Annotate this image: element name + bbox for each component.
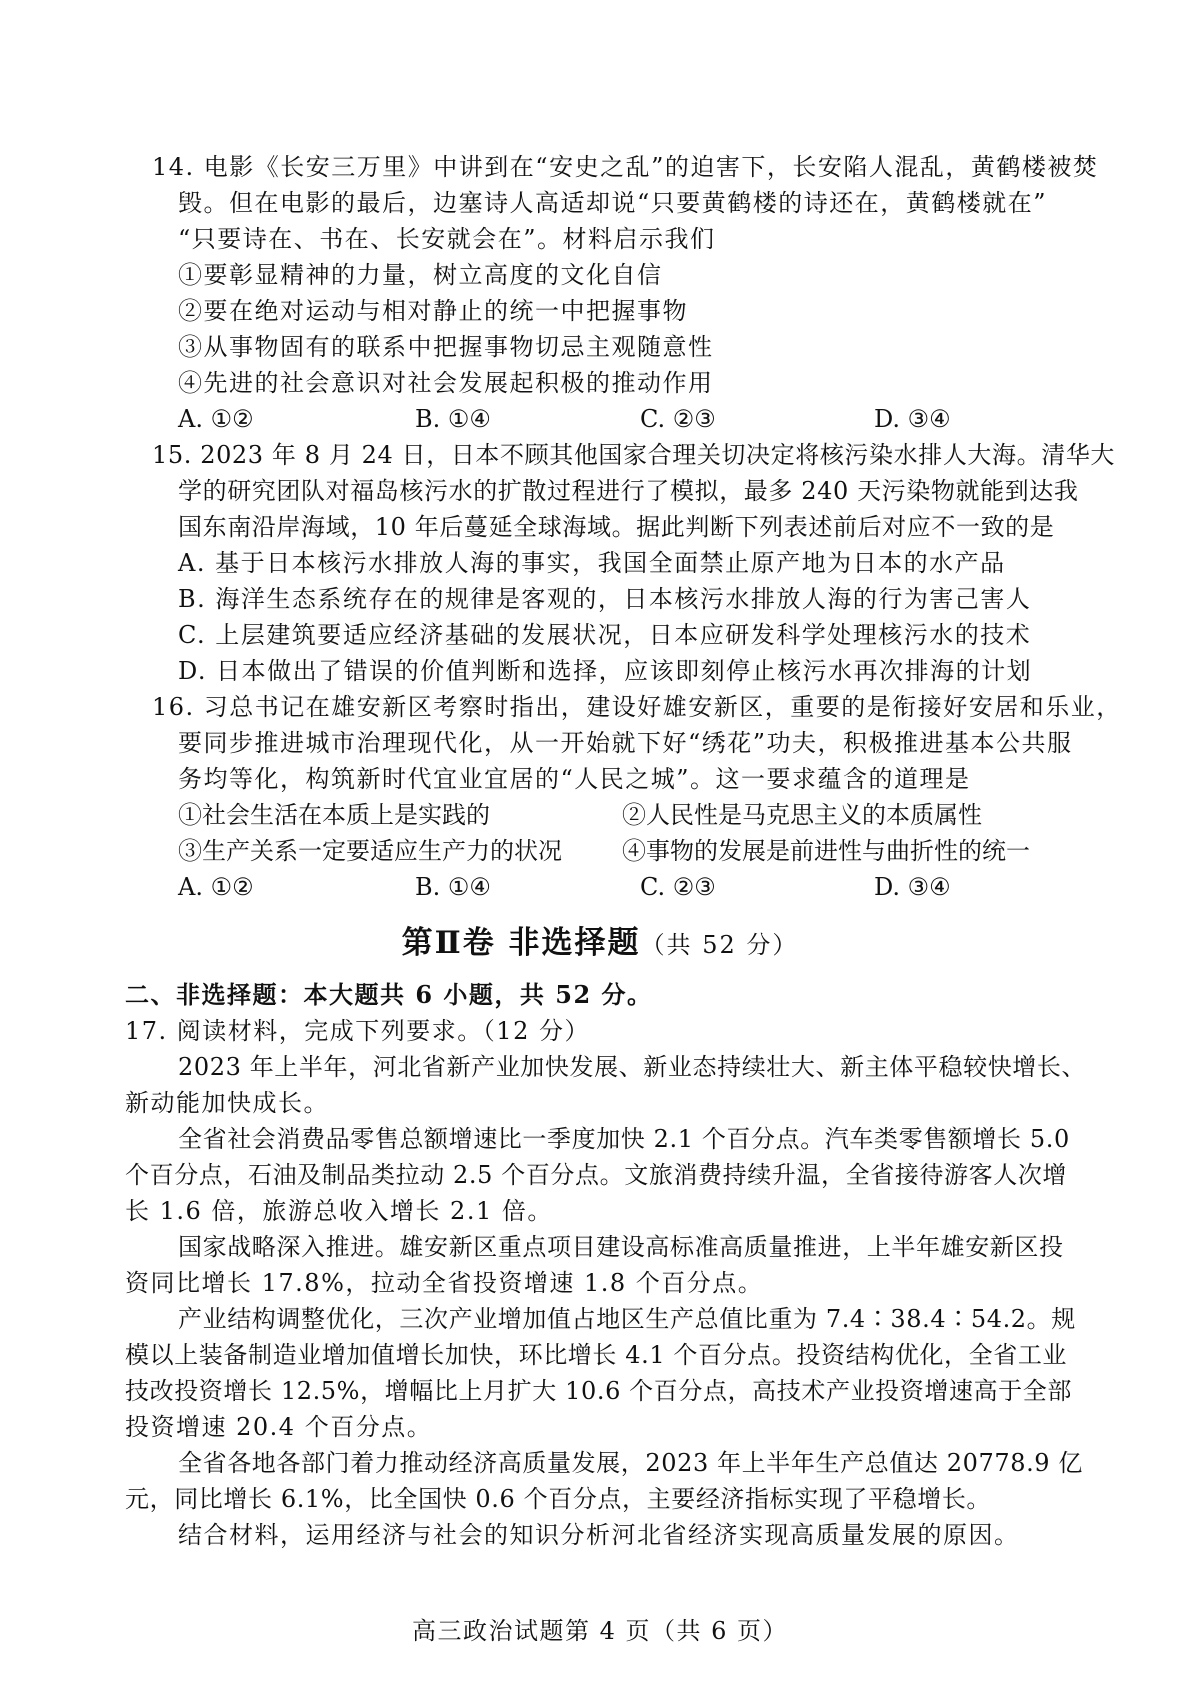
q14-stem-line-2: 毁。但在电影的最后，边塞诗人高适却说“只要黄鹤楼的诗还在，黄鹤楼就在” [178,189,1048,217]
section-title-main: 第Ⅱ卷 非选择题 [401,925,641,961]
q17-line-12: 全省各地各部门着力推动经济高质量发展，2023 年上半年生产总值达 20778.9 亿 [178,1449,1084,1477]
q14-item-4: ④先进的社会意识对社会发展起积极的推动作用 [178,369,714,397]
q17-line-10: 技改投资增长 12.5%，增幅比上月扩大 10.6 个百分点，高技术产业投资增速高于全部 [125,1377,1072,1405]
q16-item-1: ①社会生活在本质上是实践的 [178,801,490,829]
section-heading: 二、非选择题：本大题共 6 小题，共 52 分。 [125,980,653,1009]
q15-option-b: B. 海洋生态系统存在的规律是客观的，日本核污水排放人海的行为害己害人 [178,585,1032,613]
q16-stem-line-1: 16. 习总书记在雄安新区考察时指出，建设好雄安新区，重要的是衔接好安居和乐业， [152,693,1122,721]
q14-item-1: ①要彰显精神的力量，树立高度的文化自信 [178,261,663,289]
q17-intro: 17. 阅读材料，完成下列要求。（12 分） [125,1017,590,1045]
q14-stem-line-3: “只要诗在、书在、长安就会在”。材料启示我们 [178,225,716,253]
page-footer: 高三政治试题第 4 页（共 6 页） [411,1617,789,1645]
q14-stem-line-1: 14. 电影《长安三万里》中讲到在“安史之乱”的迫害下，长安陷人混乱，黄鹤楼被焚 [152,153,1099,181]
q15-option-a: A. 基于日本核污水排放人海的事实，我国全面禁止原产地为日本的水产品 [178,549,1006,577]
q17-line-11: 投资增速 20.4 个百分点。 [125,1413,433,1441]
q14-option-a: A. ①② [178,405,254,433]
q15-stem-line-1: 15. 2023 年 8 月 24 日，日本不顾其他国家合理关切决定将核污染水排人大海。清华大 [152,441,1116,469]
q16-stem-line-2: 要同步推进城市治理现代化，从一开始就下好“绣花”功夫，积极推进基本公共服 [178,729,1073,757]
q16-option-b: B. ①④ [415,873,491,901]
q16-stem-line-3: 务均等化，构筑新时代宜业宜居的“人民之城”。这一要求蕴含的道理是 [178,765,971,793]
q16-item-3: ③生产关系一定要适应生产力的状况 [178,837,562,865]
q17-line-8: 产业结构调整优化，三次产业增加值占地区生产总值比重为 7.4∶38.4∶54.2。规 [178,1305,1076,1333]
section-title [0,917,1200,962]
q14-option-d: D. ③④ [874,405,951,433]
q16-item-4: ④事物的发展是前进性与曲折性的统一 [622,837,1030,865]
q15-stem-line-3: 国东南沿岸海域，10 年后蔓延全球海域。据此判断下列表述前后对应不一致的是 [178,513,1055,541]
q14-option-c: C. ②③ [640,405,716,433]
q17-line-14: 结合材料，运用经济与社会的知识分析河北省经济实现高质量发展的原因。 [178,1521,1020,1549]
q16-item-2: ②人民性是马克思主义的本质属性 [622,801,982,829]
q17-line-3: 全省社会消费品零售总额增速比一季度加快 2.1 个百分点。汽车类零售额增长 5.0 [178,1125,1070,1153]
q14-option-b: B. ①④ [415,405,491,433]
q14-item-2: ②要在绝对运动与相对静止的统一中把握事物 [178,297,688,325]
q17-line-4: 个百分点，石油及制品类拉动 2.5 个百分点。文旅消费持续升温，全省接待游客人次增 [125,1161,1068,1189]
q17-line-5: 长 1.6 倍，旅游总收入增长 2.1 倍。 [125,1197,553,1225]
q15-stem-line-2: 学的研究团队对福岛核污水的扩散过程进行了模拟，最多 240 天污染物就能到达我 [178,477,1079,505]
q17-line-9: 模以上装备制造业增加值增长加快，环比增长 4.1 个百分点。投资结构优化，全省工业 [125,1341,1068,1369]
q15-option-c: C. 上层建筑要适应经济基础的发展状况，日本应研发科学处理核污水的技术 [178,621,1032,649]
q17-line-7: 资同比增长 17.8%，拉动全省投资增速 1.8 个百分点。 [125,1269,764,1297]
q17-line-2: 新动能加快成长。 [125,1089,329,1117]
q16-option-c: C. ②③ [640,873,716,901]
q16-option-d: D. ③④ [874,873,951,901]
q17-line-13: 元，同比增长 6.1%，比全国快 0.6 个百分点，主要经济指标实现了平稳增长。 [125,1485,992,1513]
q14-item-3: ③从事物固有的联系中把握事物切忌主观随意性 [178,333,714,361]
q16-option-a: A. ①② [178,873,254,901]
q17-line-1: 2023 年上半年，河北省新产业加快发展、新业态持续壮大、新主体平稳较快增长、 [178,1053,1087,1081]
q17-line-6: 国家战略深入推进。雄安新区重点项目建设高标准高质量推进，上半年雄安新区投 [178,1233,1064,1261]
section-title-score: （共 52 分） [640,931,799,959]
q15-option-d: D. 日本做出了错误的价值判断和选择，应该即刻停止核污水再次排海的计划 [178,657,1033,685]
